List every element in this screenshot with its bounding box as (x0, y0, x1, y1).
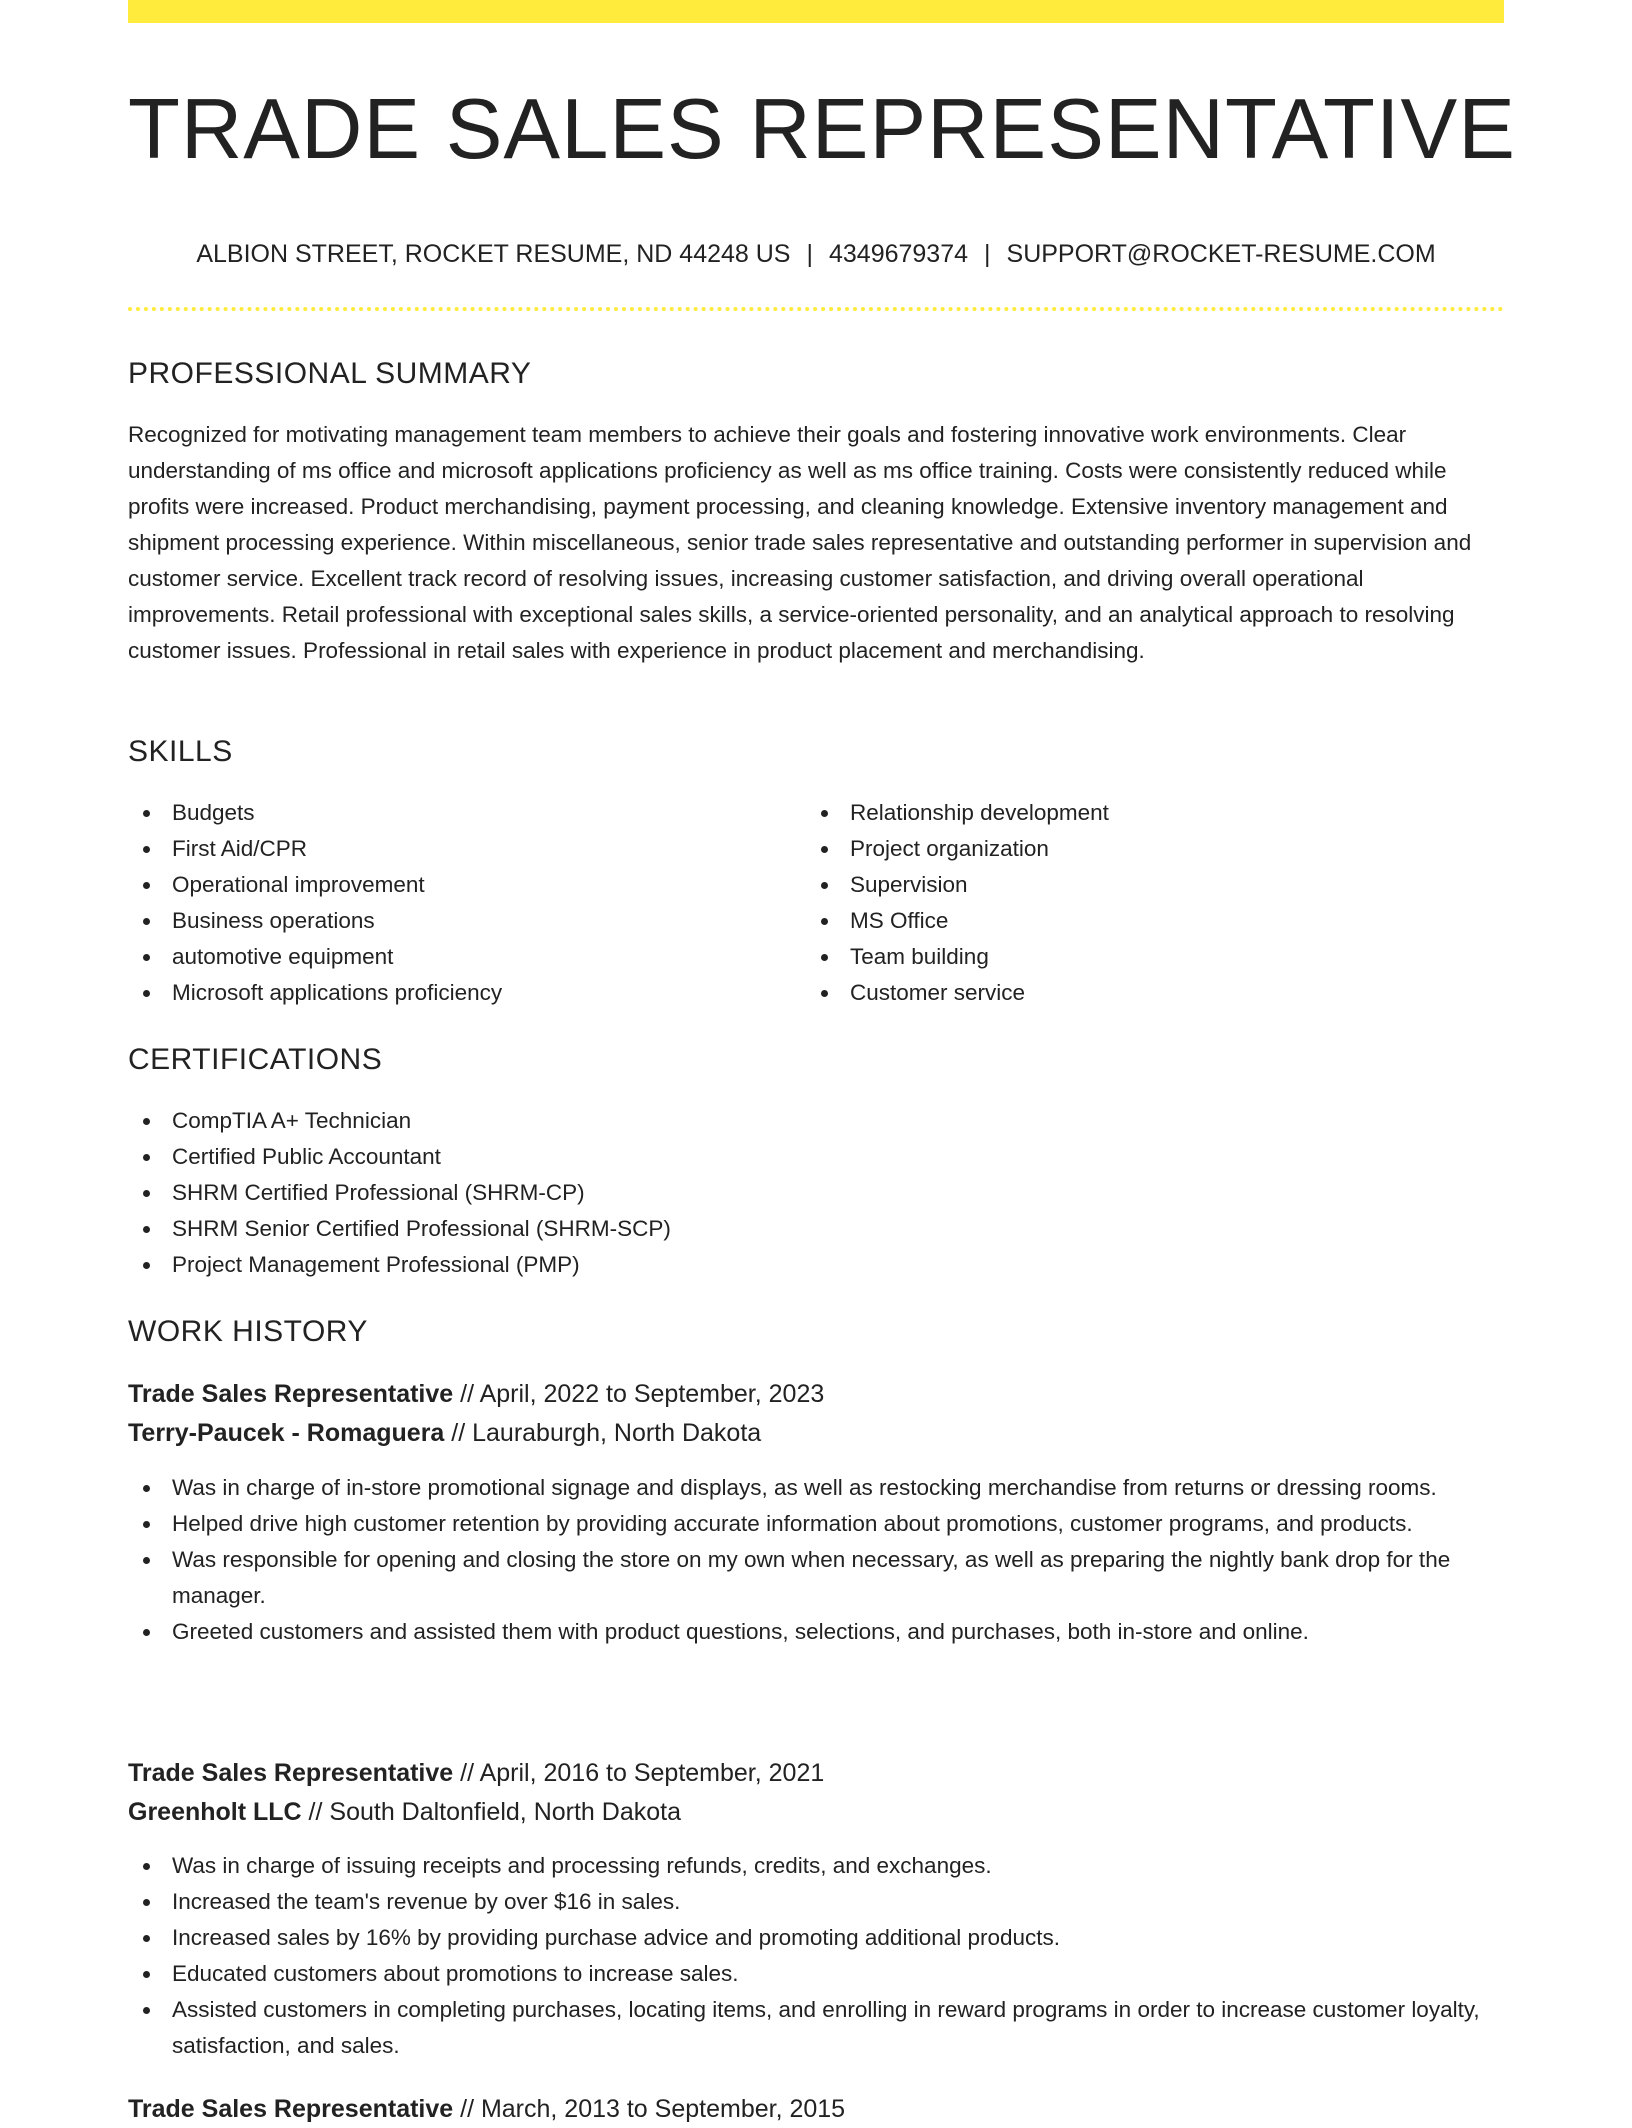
top-accent-bar (128, 0, 1504, 23)
skill-item: Microsoft applications proficiency (128, 975, 798, 1011)
skill-item: Supervision (806, 867, 1504, 903)
certification-item: CompTIA A+ Technician (128, 1103, 1504, 1139)
contact-separator: | (806, 240, 813, 268)
job-title-line (128, 1375, 824, 1413)
skill-item: Business operations (128, 903, 798, 939)
certification-item: SHRM Senior Certified Professional (SHRM-SCP) (128, 1211, 1504, 1247)
page-title: TRADE SALES REPRESENTATIVE (128, 82, 1516, 177)
skills-list-right (806, 795, 1504, 1011)
skill-item: Budgets (128, 795, 798, 831)
contact-email: SUPPORT@ROCKET-RESUME.COM (1006, 240, 1436, 268)
job-location: // Lauraburgh, North Dakota (444, 1419, 762, 1447)
job-bullet: Was in charge of issuing receipts and processing refunds, credits, and exchanges. (128, 1848, 1504, 1884)
job-company: Greenholt LLC (128, 1798, 302, 1826)
summary-text: Recognized for motivating management team members to achieve their goals and fostering innovative work environments. Clear understanding of ms office and microsoft applications proficiency as well as ms office training. Costs were consistently reduced while profits were increased. Product merchandising, payment processing, and cleaning knowledge. Extensive inventory management and shipment processing experience. Within miscellaneous, senior trade sales representative and outstanding performer in supervision and customer service. Excellent track record of resolving issues, increasing customer satisfaction, and driving overall operational improvements. Retail professional with exceptional sales skills, a service-oriented personality, and an analytical approach to resolving customer issues. Professional in retail sales with experience in product placement and merchandising. (128, 422, 1472, 663)
job-bullet: Helped drive high customer retention by providing accurate information about promotions, customer programs, and products. (128, 1506, 1504, 1542)
job-bullets (128, 1470, 1504, 1650)
certifications-list (128, 1103, 1504, 1283)
job-bullet: Was responsible for opening and closing the store on my own when necessary, as well as preparing the nightly bank drop for the manager. (128, 1542, 1504, 1614)
skill-item: Customer service (806, 975, 1504, 1011)
skill-item: Team building (806, 939, 1504, 975)
job-company: Terry-Paucek - Romaguera (128, 1419, 445, 1447)
job-dates: // April, 2016 to September, 2021 (453, 1759, 825, 1787)
job-title: Trade Sales Representative (128, 1759, 454, 1787)
job-bullet: Increased sales by 16% by providing purchase advice and promoting additional products. (128, 1920, 1504, 1956)
summary-heading: PROFESSIONAL SUMMARY (128, 357, 532, 390)
skill-item: automotive equipment (128, 939, 798, 975)
job-dates: // March, 2013 to September, 2015 (453, 2095, 846, 2123)
header-divider (128, 307, 1504, 311)
job-bullet: Educated customers about promotions to increase sales. (128, 1956, 1504, 1992)
job-bullets (128, 1848, 1504, 2064)
work-history-heading: WORK HISTORY (128, 1315, 368, 1348)
job-location: // South Daltonfield, North Dakota (301, 1798, 681, 1826)
job-bullet: Increased the team's revenue by over $16 in sales. (128, 1884, 1504, 1920)
job-dates: // April, 2022 to September, 2023 (453, 1380, 825, 1408)
certifications-heading: CERTIFICATIONS (128, 1043, 383, 1076)
skill-item: Project organization (806, 831, 1504, 867)
contact-phone: 4349679374 (828, 240, 969, 268)
certification-item: Project Management Professional (PMP) (128, 1247, 1504, 1283)
job-title-line (128, 1754, 824, 1792)
job-bullet: Was in charge of in-store promotional signage and displays, as well as restocking merchandise from returns or dressing rooms. (128, 1470, 1504, 1506)
contact-line (128, 236, 1504, 272)
skill-item: First Aid/CPR (128, 831, 798, 867)
job-title-line (128, 2090, 845, 2128)
skills-list-left (128, 795, 798, 1011)
contact-address: ALBION STREET, ROCKET RESUME, ND 44248 US (196, 240, 791, 268)
skill-item: Relationship development (806, 795, 1504, 831)
job-title: Trade Sales Representative (128, 2095, 454, 2123)
job-bullet: Greeted customers and assisted them with product questions, selections, and purchases, both in-store and online. (128, 1614, 1504, 1650)
certification-item: Certified Public Accountant (128, 1139, 1504, 1175)
skill-item: MS Office (806, 903, 1504, 939)
job-title: Trade Sales Representative (128, 1380, 454, 1408)
skills-heading: SKILLS (128, 735, 233, 768)
skill-item: Operational improvement (128, 867, 798, 903)
job-bullet: Assisted customers in completing purchases, locating items, and enrolling in reward programs in order to increase customer loyalty, satisfaction, and sales. (128, 1992, 1504, 2064)
contact-separator: | (984, 240, 991, 268)
job-company-line (128, 1793, 681, 1831)
certification-item: SHRM Certified Professional (SHRM-CP) (128, 1175, 1504, 1211)
job-company-line (128, 1414, 761, 1452)
